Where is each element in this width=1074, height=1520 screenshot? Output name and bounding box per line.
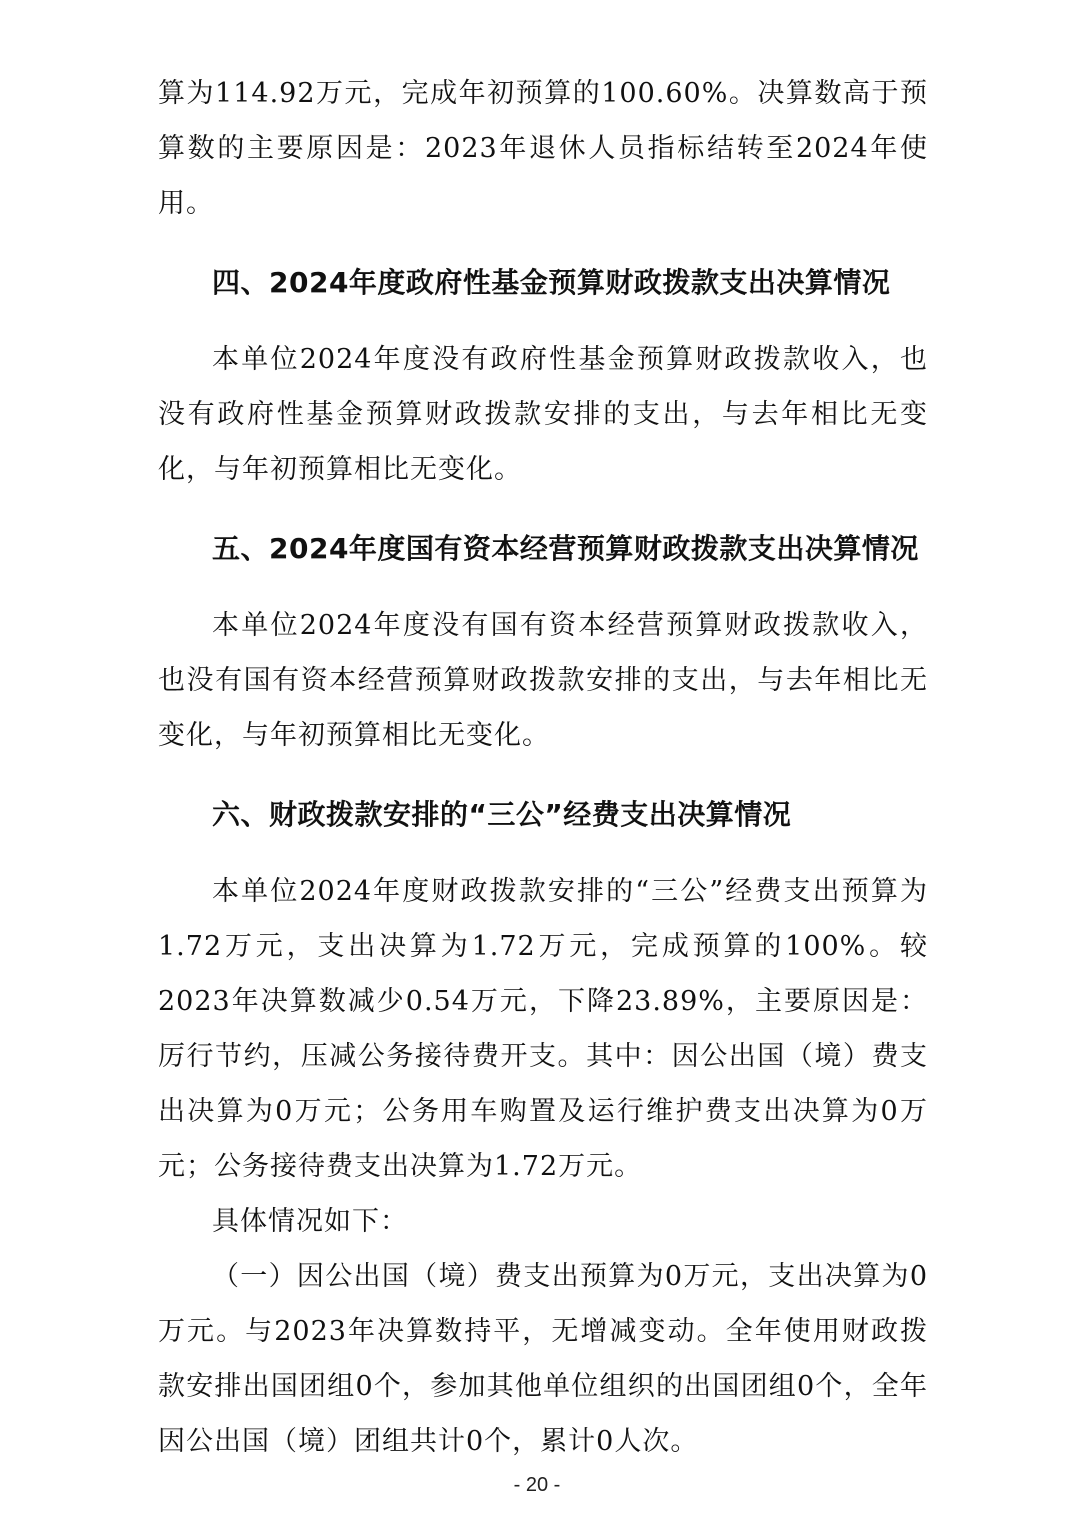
section-5-heading: 五、2024年度国有资本经营预算财政拨款支出决算情况 bbox=[212, 532, 919, 565]
section-6-paragraph: 本单位2024年度财政拨款安排的“三公”经费支出预算为1.72万元，支出决算为1.72万元，完成预算的100%。较2023年决算数减少0.54万元，下降23.89%，主要原因是：厉行节约，压减公务接待费开支。其中：因公出国（境）费支出决算为0万元；公务用车购置及运行维护费支出决算为0万元；公务接待费支出决算为1.72万元。 bbox=[158, 876, 928, 1182]
details-intro: 具体情况如下： bbox=[212, 1206, 408, 1237]
section-6-heading: 六、财政拨款安排的“三公”经费支出决算情况 bbox=[212, 798, 792, 831]
section-5-paragraph: 本单位2024年度没有国有资本经营预算财政拨款收入，也没有国有资本经营预算财政拨款安排的支出，与去年相比无变化，与年初预算相比无变化。 bbox=[158, 610, 928, 751]
section-4-paragraph: 本单位2024年度没有政府性基金预算财政拨款收入，也没有政府性基金预算财政拨款安排的支出，与去年相比无变化，与年初预算相比无变化。 bbox=[158, 344, 928, 485]
subsection-1-paragraph: （一）因公出国（境）费支出预算为0万元，支出决算为0万元。与2023年决算数持平，无增减变动。全年使用财政拨款安排出国团组0个，参加其他单位组织的出国团组0个，全年因公出国（境）团组共计0个，累计0人次。 bbox=[158, 1261, 928, 1457]
section-4-heading: 四、2024年度政府性基金预算财政拨款支出决算情况 bbox=[212, 266, 891, 299]
page-number: - 20 - bbox=[513, 1474, 561, 1496]
intro-paragraph: 算为114.92万元，完成年初预算的100.60%。决算数高于预算数的主要原因是：2023年退休人员指标结转至2024年使用。 bbox=[158, 78, 928, 219]
document-body bbox=[158, 66, 928, 1469]
